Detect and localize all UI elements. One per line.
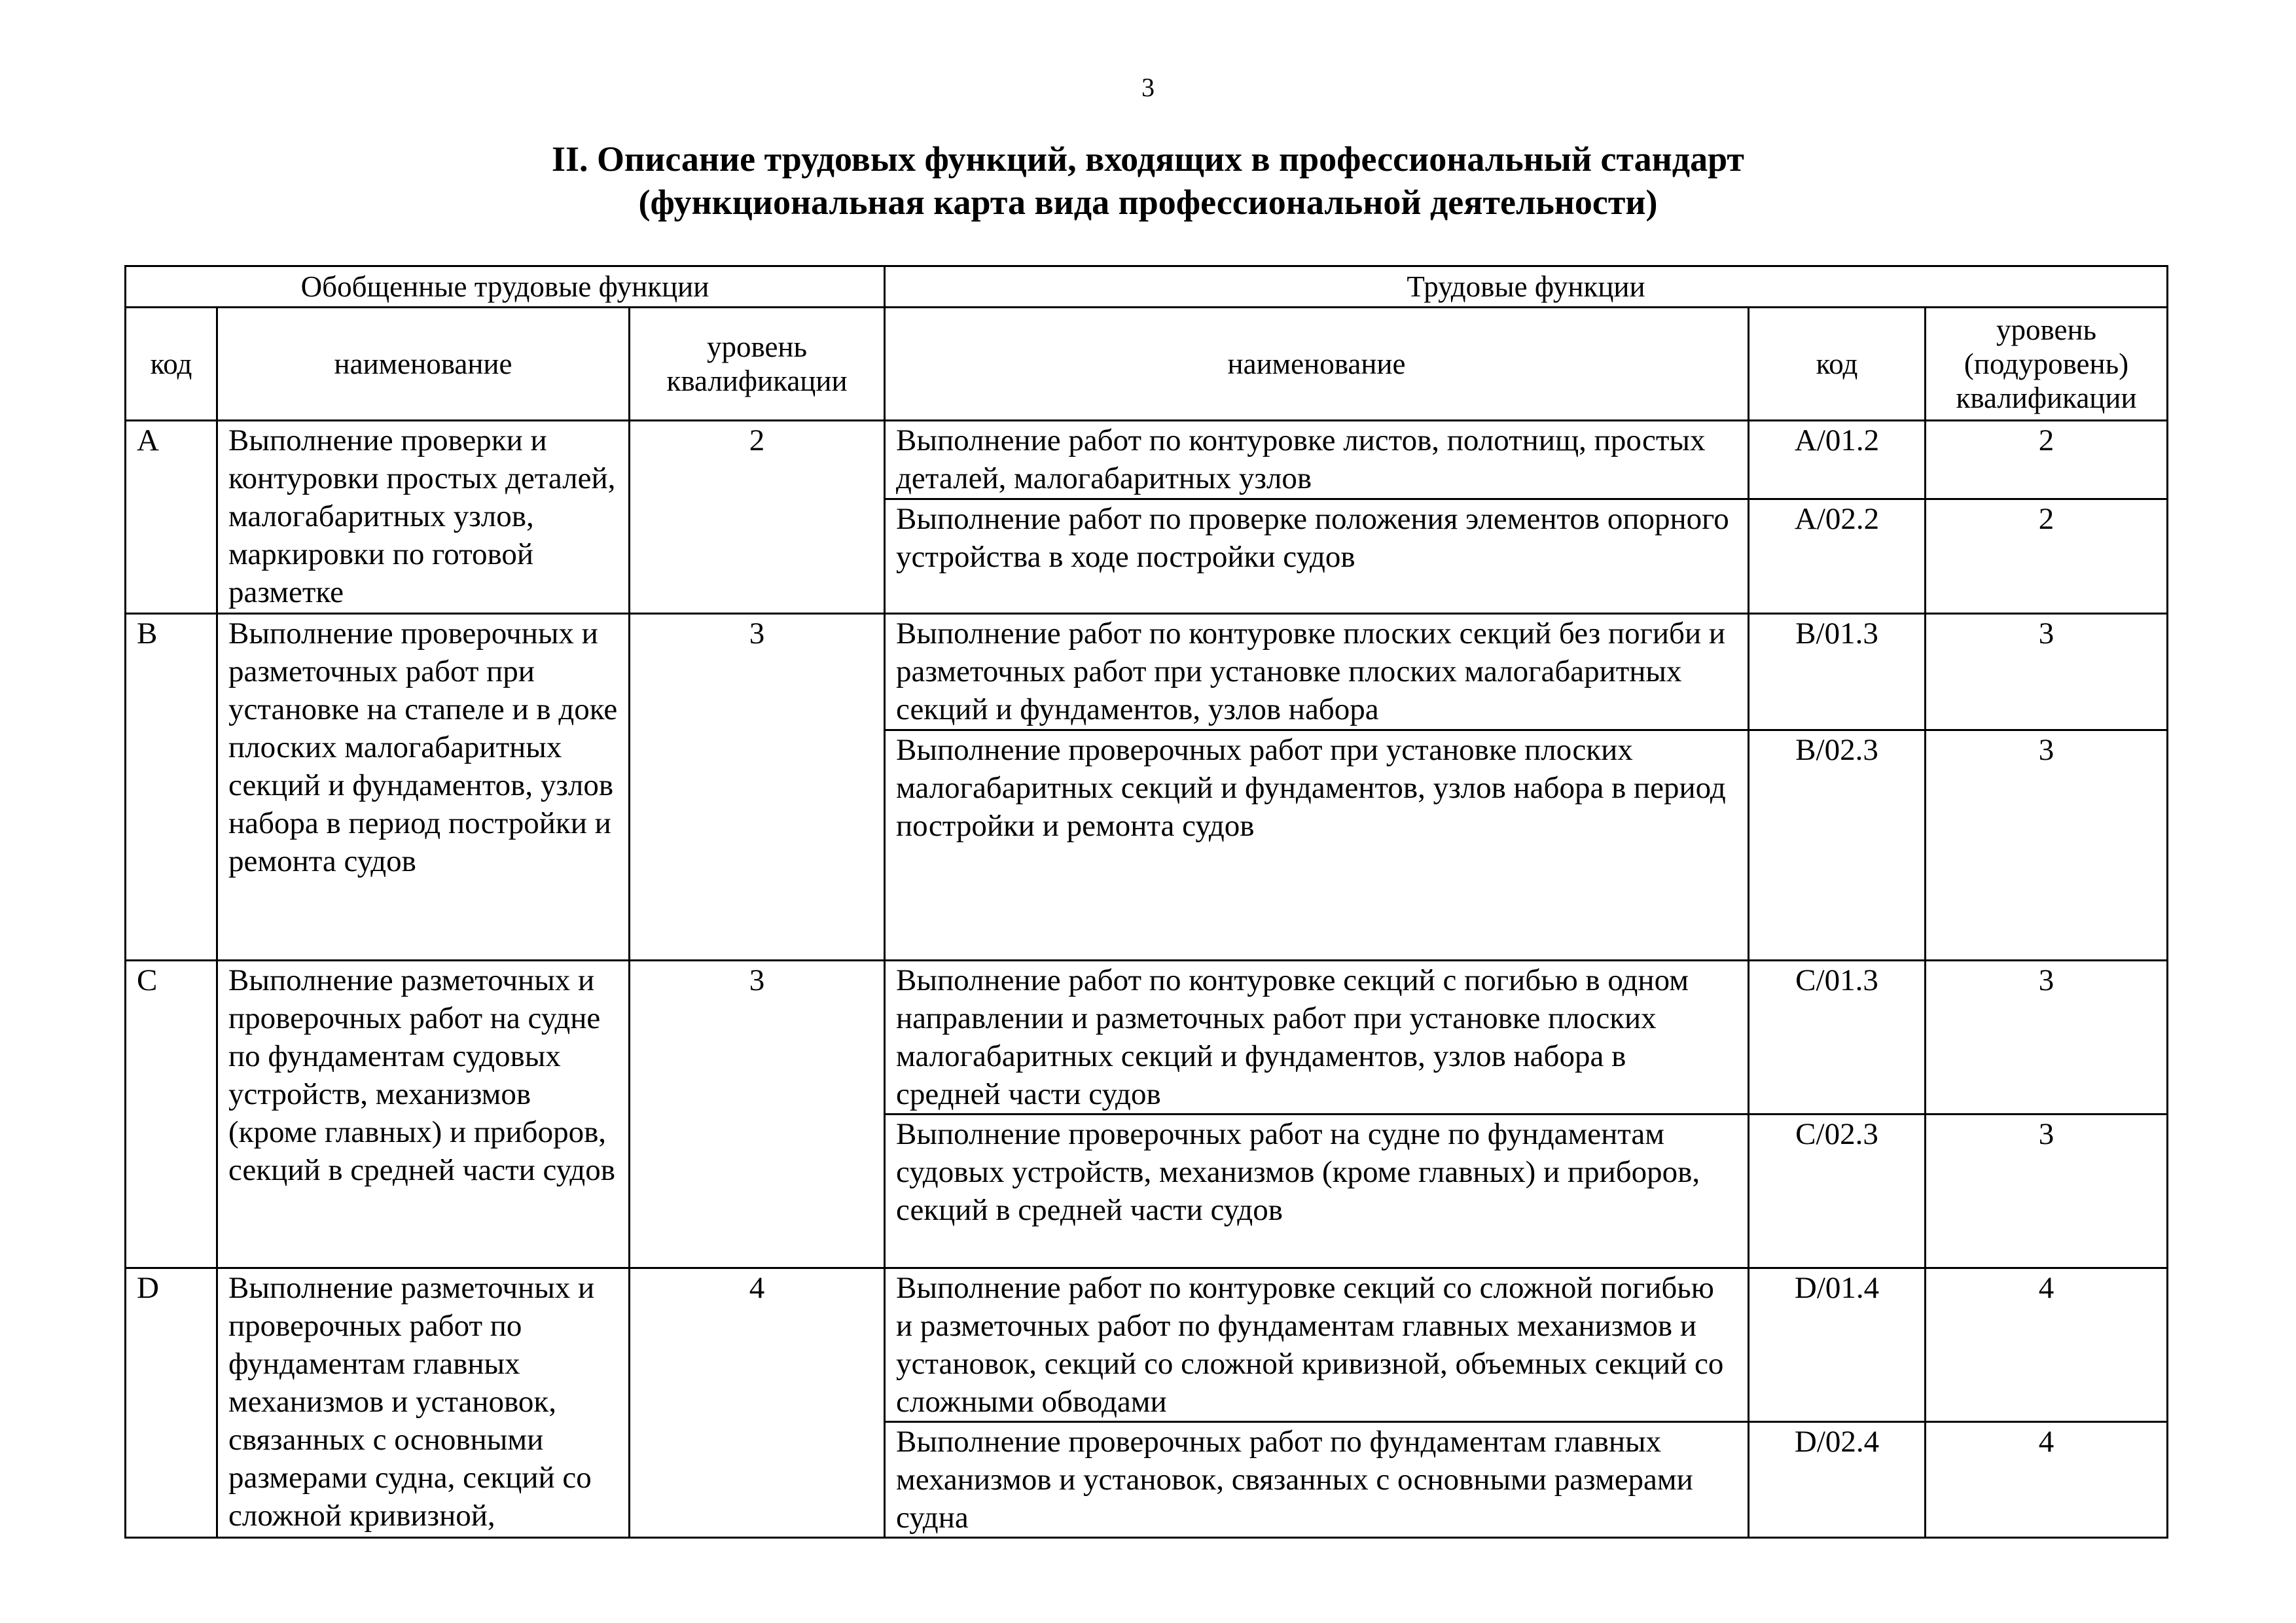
group-name: Выполнение проверки и контуровки простых деталей, малогабаритных узлов, маркировки по готовой разметке bbox=[217, 421, 630, 614]
function-name: Выполнение работ по контуровке листов, полотнищ, простых деталей, малогабаритных узлов bbox=[885, 421, 1749, 499]
function-name: Выполнение работ по контуровке секций со сложной погибью и разметочных работ по фундаментам главных механизмов и установок, секций со сложной кривизной, объемных секций со сложными обводами bbox=[885, 1268, 1749, 1422]
title-line-1: II. Описание трудовых функций, входящих в профессиональный стандарт bbox=[552, 139, 1744, 179]
page-number: 3 bbox=[1141, 73, 1155, 102]
group-code: A bbox=[126, 421, 217, 614]
gen-level-header: уровень квалификации bbox=[630, 308, 885, 421]
group-level: 2 bbox=[630, 421, 885, 614]
function-level: 3 bbox=[1926, 730, 2168, 961]
function-level: 4 bbox=[1926, 1422, 2168, 1538]
table-row bbox=[126, 421, 2168, 499]
func-level-header: уровень (подуровень) квалификации bbox=[1926, 308, 2168, 421]
table-row bbox=[126, 614, 2168, 730]
generalized-functions-header: Обобщенные трудовые функции bbox=[126, 266, 885, 308]
group-level: 3 bbox=[630, 614, 885, 961]
function-level: 4 bbox=[1926, 1268, 2168, 1422]
group-name: Выполнение разметочных и проверочных работ на судне по фундаментам судовых устройств, механизмов (кроме главных) и приборов, секций в средней части судов bbox=[217, 961, 630, 1268]
function-code: C/01.3 bbox=[1749, 961, 1926, 1115]
function-name: Выполнение работ по проверке положения элементов опорного устройства в ходе постройки судов bbox=[885, 499, 1749, 614]
function-level: 3 bbox=[1926, 961, 2168, 1115]
func-name-header: наименование bbox=[885, 308, 1749, 421]
group-code: B bbox=[126, 614, 217, 961]
page-title bbox=[0, 137, 2296, 224]
function-code: C/02.3 bbox=[1749, 1115, 1926, 1268]
group-level: 3 bbox=[630, 961, 885, 1268]
function-level: 3 bbox=[1926, 1115, 2168, 1268]
function-name: Выполнение проверочных работ на судне по фундаментам судовых устройств, механизмов (кроме главных) и приборов, секций в средней части судов bbox=[885, 1115, 1749, 1268]
function-code: A/01.2 bbox=[1749, 421, 1926, 499]
function-name: Выполнение работ по контуровке секций с погибью в одном направлении и разметочных работ при установке плоских малогабаритных секций и фундаментов, узлов набора в средней части судов bbox=[885, 961, 1749, 1115]
title-line-2: (функциональная карта вида профессиональной деятельности) bbox=[638, 183, 1658, 222]
group-code: D bbox=[126, 1268, 217, 1538]
function-code: A/02.2 bbox=[1749, 499, 1926, 614]
labor-functions-header: Трудовые функции bbox=[885, 266, 2168, 308]
function-name: Выполнение работ по контуровке плоских секций без погиби и разметочных работ при установке плоских малогабаритных секций и фундаментов, узлов набора bbox=[885, 614, 1749, 730]
function-name: Выполнение проверочных работ по фундаментам главных механизмов и установок, связанных с основными размерами судна bbox=[885, 1422, 1749, 1538]
function-code: B/02.3 bbox=[1749, 730, 1926, 961]
function-code: D/02.4 bbox=[1749, 1422, 1926, 1538]
function-name: Выполнение проверочных работ при установке плоских малогабаритных секций и фундаментов, узлов набора в период постройки и ремонта судов bbox=[885, 730, 1749, 961]
gen-code-header: код bbox=[126, 308, 217, 421]
function-level: 2 bbox=[1926, 499, 2168, 614]
table-row bbox=[126, 1268, 2168, 1422]
gen-name-header: наименование bbox=[217, 308, 630, 421]
table-row bbox=[126, 961, 2168, 1115]
group-name: Выполнение разметочных и проверочных работ по фундаментам главных механизмов и установок, связанных с основными размерами судна, секций со сложной кривизной, bbox=[217, 1268, 630, 1538]
function-code: D/01.4 bbox=[1749, 1268, 1926, 1422]
function-level: 2 bbox=[1926, 421, 2168, 499]
function-code: B/01.3 bbox=[1749, 614, 1926, 730]
functional-map-table bbox=[124, 265, 2168, 1539]
group-code: C bbox=[126, 961, 217, 1268]
func-code-header: код bbox=[1749, 308, 1926, 421]
group-name: Выполнение проверочных и разметочных работ при установке на стапеле и в доке плоских малогабаритных секций и фундаментов, узлов набора в период постройки и ремонта судов bbox=[217, 614, 630, 961]
function-level: 3 bbox=[1926, 614, 2168, 730]
group-level: 4 bbox=[630, 1268, 885, 1538]
